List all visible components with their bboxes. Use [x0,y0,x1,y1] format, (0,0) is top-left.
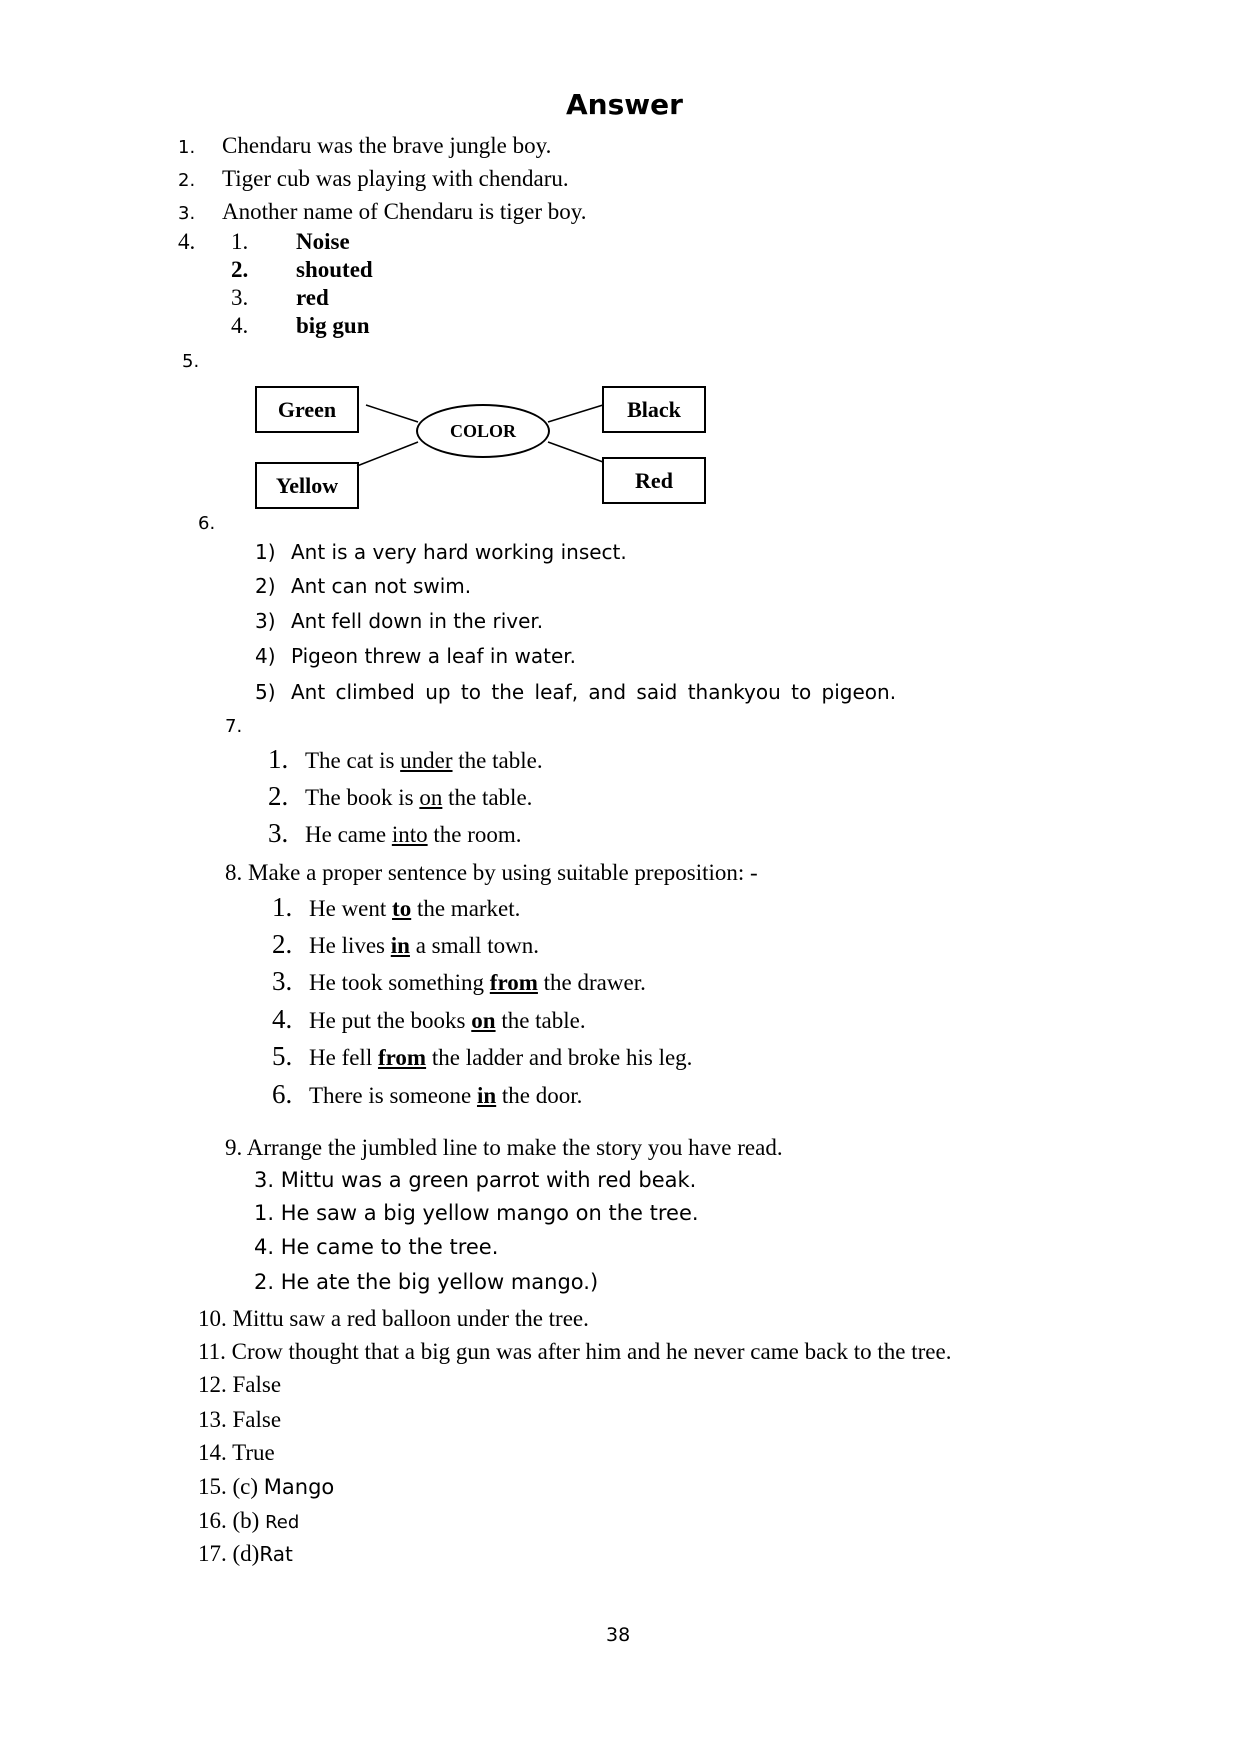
preposition: on [471,1008,496,1033]
answer-9-line: 3. Mittu was a green parrot with red beak. [254,1168,697,1192]
answer-6-item [255,644,576,668]
item-text: red [296,285,329,310]
item-number: 1) [255,540,276,564]
item-number: 2. [272,929,293,959]
item-text-pre: He took something [309,970,485,995]
item-text-post: a small town. [415,933,539,958]
item-text-pre: He lives [309,933,386,958]
answer-9-line: 4. He came to the tree. [254,1235,499,1259]
answer-9-heading: 9. Arrange the jumbled line to make the story you have read. [225,1135,783,1160]
item-number: 5) [255,680,276,704]
answer-4-number: 4. [178,229,196,254]
item-text: Ant can not swim. [291,574,472,598]
page-title: Answer [566,88,683,121]
item-text: shouted [296,257,373,282]
answer-6-number: 6. [198,513,216,534]
item-text-post: the ladder and broke his leg. [431,1045,693,1070]
answer-text: True [232,1440,275,1465]
item-text-pre: He went [309,896,387,921]
answer-3 [178,199,587,225]
item-number: 1. [272,892,293,922]
item-text-post: the table. [458,748,543,773]
preposition: from [377,1045,427,1070]
answer-text: False [232,1372,282,1397]
answer-8-item [272,892,520,923]
answer-8-item [272,1004,586,1035]
item-text-pre: He put the books [309,1008,466,1033]
item-text-pre: There is someone [309,1083,472,1108]
answer-text: Crow thought that a big gun was after him and he never came back to the tree. [231,1339,952,1364]
item-number: 2. [231,257,249,282]
item-number: 4. [272,1004,293,1034]
answer-text: (b) [226,1508,266,1533]
answer-6-item [255,574,471,598]
preposition: on [419,785,443,810]
answer-6-item [255,609,543,633]
answer-9-line: 1. He saw a big yellow mango on the tree. [254,1201,699,1225]
answer-number: 15. [198,1474,227,1499]
answer-16 [198,1508,299,1534]
answer-8-item [272,1079,582,1110]
answer-8-item [272,1041,692,1072]
answer-text: Another name of Chendaru is tiger boy. [222,199,587,224]
answer-number: 11. [198,1339,226,1364]
answer-7-item [268,781,532,812]
item-text-post: the door. [501,1083,583,1108]
item-text: big gun [296,313,370,338]
answer-number: 3. [178,203,196,224]
item-text-pre: He fell [309,1045,373,1070]
preposition: into [391,822,428,847]
item-number: 3. [268,818,289,848]
item-text-post: the drawer. [543,970,646,995]
answer-text: False [232,1407,282,1432]
answer-number: 14. [198,1440,227,1465]
item-number: 4) [255,644,276,668]
preposition: in [390,933,410,958]
answer-14 [198,1440,275,1466]
item-text: Ant fell down in the river. [291,609,544,633]
answer-1 [178,133,551,159]
answer-4-item [231,257,373,283]
answer-text: Tiger cub was playing with chendaru. [222,166,569,191]
answer-13 [198,1407,281,1433]
color-box-green: Green [255,386,359,433]
preposition: from [489,970,538,995]
answer-extra: Rat [259,1542,293,1566]
color-box-red: Red [602,457,706,504]
item-number: 3. [231,285,249,310]
answer-11 [198,1339,951,1365]
item-number: 3. [272,966,293,996]
answer-9-line: 2. He ate the big yellow mango.) [254,1270,599,1294]
answer-4-item [231,285,329,311]
preposition: to [392,896,412,921]
item-number: 6. [272,1079,293,1109]
answer-text: Mittu saw a red balloon under the tree. [232,1306,589,1331]
item-text: Ant is a very hard working insect. [291,540,627,564]
item-text-pre: He came [305,822,387,847]
item-text: Pigeon threw a leaf in water. [291,644,576,668]
answer-number: 13. [198,1407,227,1432]
answer-extra: Red [265,1512,300,1533]
answer-number: 17. [198,1541,227,1566]
answer-text: Chendaru was the brave jungle boy. [222,133,552,158]
answer-7-number: 7. [225,716,243,737]
item-number: 2. [268,781,289,811]
answer-12 [198,1372,281,1398]
answer-number: 1. [178,137,196,158]
item-number: 2) [255,574,276,598]
answer-6-item [255,540,627,564]
item-number: 1. [268,744,289,774]
answer-text: (d) [232,1541,260,1566]
item-text-post: the room. [433,822,522,847]
answer-4-item [231,229,350,255]
answer-number: 16. [198,1508,227,1533]
item-text-post: the table. [501,1008,586,1033]
answer-8-item [272,966,646,997]
item-text-pre: The cat is [305,748,395,773]
preposition: in [476,1083,497,1108]
answer-8-heading: 8. Make a proper sentence by using suitable preposition: - [225,860,758,885]
color-box-black: Black [602,386,706,433]
answer-number: 2. [178,170,196,191]
item-text-post: the market. [416,896,521,921]
answer-4-item [231,313,370,339]
answer-2 [178,166,569,192]
item-text-pre: The book is [305,785,414,810]
item-number: 1. [231,229,249,254]
answer-17 [198,1541,293,1567]
answer-15 [198,1474,334,1500]
item-text-post: the table. [448,785,533,810]
answer-6-item [255,680,896,704]
color-center-ellipse: COLOR [416,404,550,458]
color-box-yellow: Yellow [255,462,359,509]
answer-7-item [268,744,543,775]
item-number: 3) [255,609,276,633]
page-number: 38 [606,1624,631,1646]
item-text: Ant climbed up to the leaf, and said thankyou to pigeon. [291,680,897,704]
item-number: 4. [231,313,249,338]
answer-extra: Mango [263,1475,335,1499]
answer-7-item [268,818,522,849]
answer-number: 12. [198,1372,227,1397]
answer-number: 10. [198,1306,227,1331]
item-number: 5. [272,1041,293,1071]
answer-5-number: 5. [182,351,200,372]
answer-text: (c) [232,1474,264,1499]
answer-8-item [272,929,539,960]
preposition: under [400,748,453,773]
item-text: Noise [296,229,350,254]
answer-10 [198,1306,589,1332]
